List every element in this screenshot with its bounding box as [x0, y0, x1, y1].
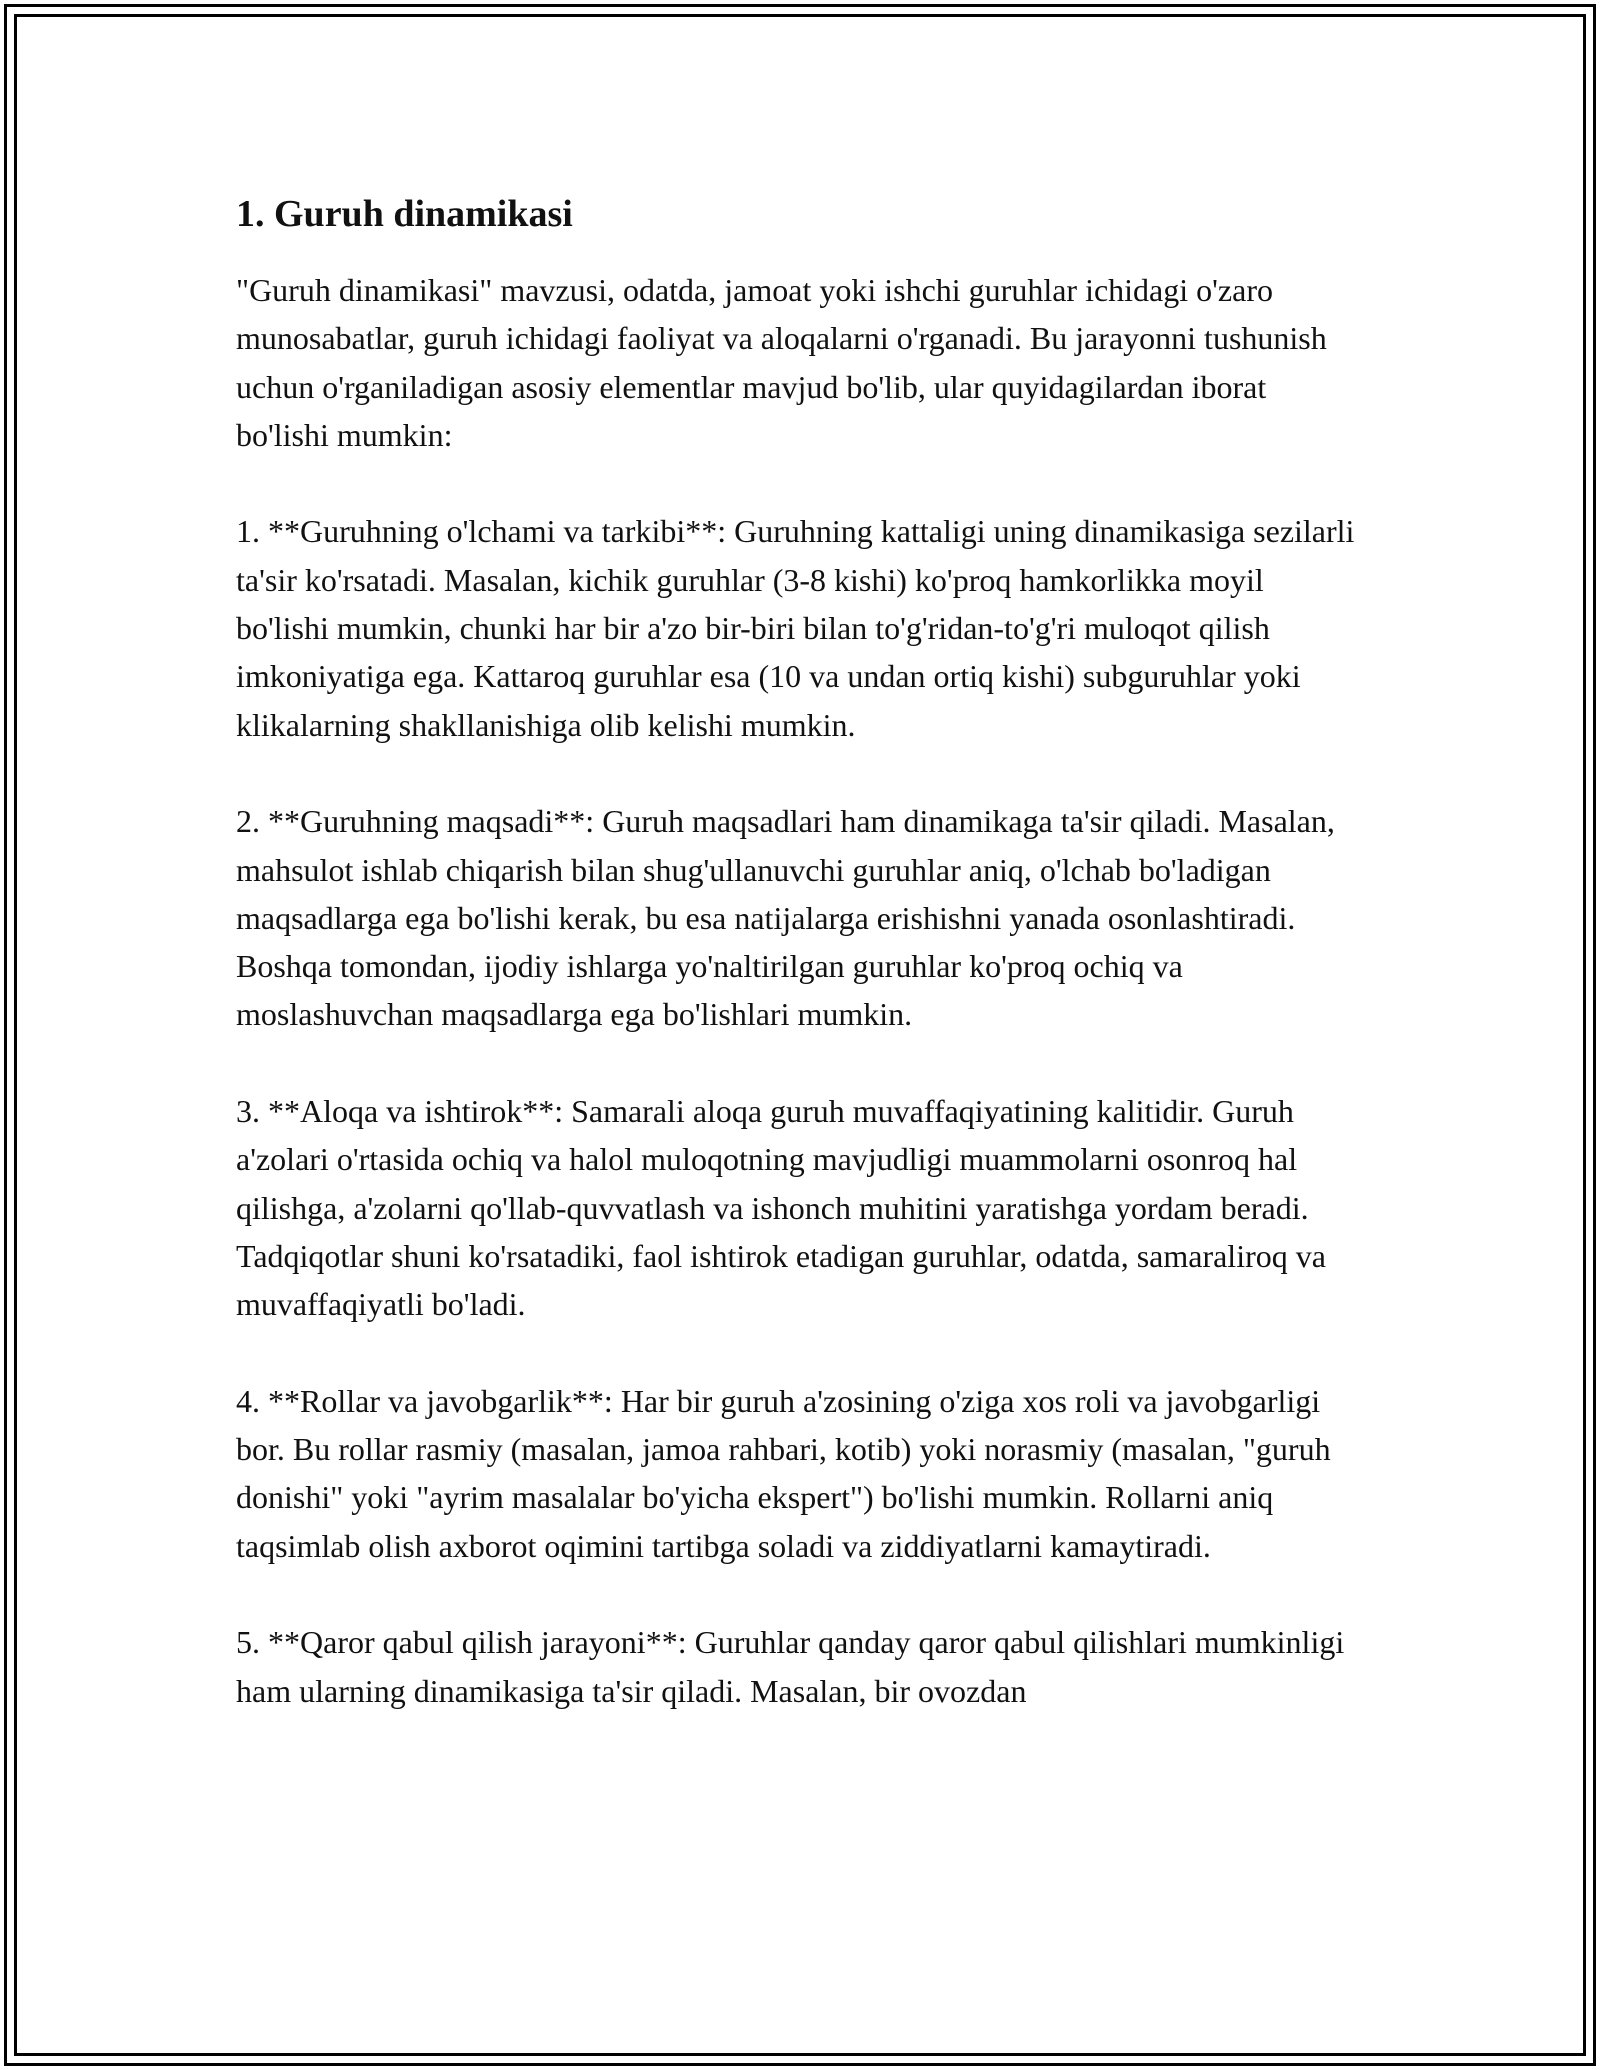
paragraph-item-2: 2. **Guruhning maqsadi**: Guruh maqsadlari ham dinamikaga ta'sir qiladi. Masalan, mahsulot ishlab chiqarish bilan shug'ullanuvchi guruhlar aniq, o'lchab bo'ladigan maqsadlarga ega bo'lishi kerak, bu esa natijalarga erishishni yanada osonlashtiradi. Boshqa tomondan, ijodiy ishlarga yo'naltirilgan guruhlar ko'proq ochiq va moslashuvchan maqsadlarga ega bo'lishlari mumkin.	[236, 803, 1335, 1033]
document-title: 1. Guruh dinamikasi	[236, 193, 573, 235]
paragraph-intro: "Guruh dinamikasi" mavzusi, odatda, jamoat yoki ishchi guruhlar ichidagi o'zaro munosabatlar, guruh ichidagi faoliyat va aloqalarni o'rganadi. Bu jarayonni tushunish uchun o'rganiladigan asosiy elementlar mavjud bo'lib, ular quyidagilardan iborat bo'lishi mumkin:	[236, 272, 1327, 453]
paragraph-item-5: 5. **Qaror qabul qilish jarayoni**: Guruhlar qanday qaror qabul qilishlari mumkinligi ham ularning dinamikasiga ta'sir qiladi. Masalan, bir ovozdan	[236, 1624, 1345, 1709]
document-body	[236, 190, 1356, 1715]
paragraph-item-4: 4. **Rollar va javobgarlik**: Har bir guruh a'zosining o'ziga xos roli va javobgarligi bor. Bu rollar rasmiy (masalan, jamoa rahbari, kotib) yoki norasmiy (masalan, "guruh donishi" yoki "ayrim masalalar bo'yicha ekspert") bo'lishi mumkin. Rollarni aniq taqsimlab olish axborot oqimini tartibga soladi va ziddiyatlarni kamaytiradi.	[236, 1382, 1331, 1564]
paragraph-item-1: 1. **Guruhning o'lchami va tarkibi**: Guruhning kattaligi uning dinamikasiga sezilarli ta'sir ko'rsatadi. Masalan, kichik guruhlar (3-8 kishi) ko'proq hamkorlikka moyil bo'lishi mumkin, chunki har bir a'zo bir-biri bilan to'g'ridan-to'g'ri muloqot qilish imkoniyatiga ega. Kattaroq guruhlar esa (10 va undan ortiq kishi) subguruhlar yoki klikalarning shakllanishiga olib kelishi mumkin.	[236, 513, 1355, 743]
paragraph-item-3: 3. **Aloqa va ishtirok**: Samarali aloqa guruh muvaffaqiyatining kalitidir. Guruh a'zolari o'rtasida ochiq va halol muloqotning mavjudligi muammolarni osonroq hal qilishga, a'zolarni qo'llab-quvvatlash va ishonch muhitini yaratishga yordam beradi. Tadqiqotlar shuni ko'rsatadiki, faol ishtirok etadigan guruhlar, odatda, samaraliroq va muvaffaqiyatli bo'ladi.	[236, 1093, 1326, 1323]
